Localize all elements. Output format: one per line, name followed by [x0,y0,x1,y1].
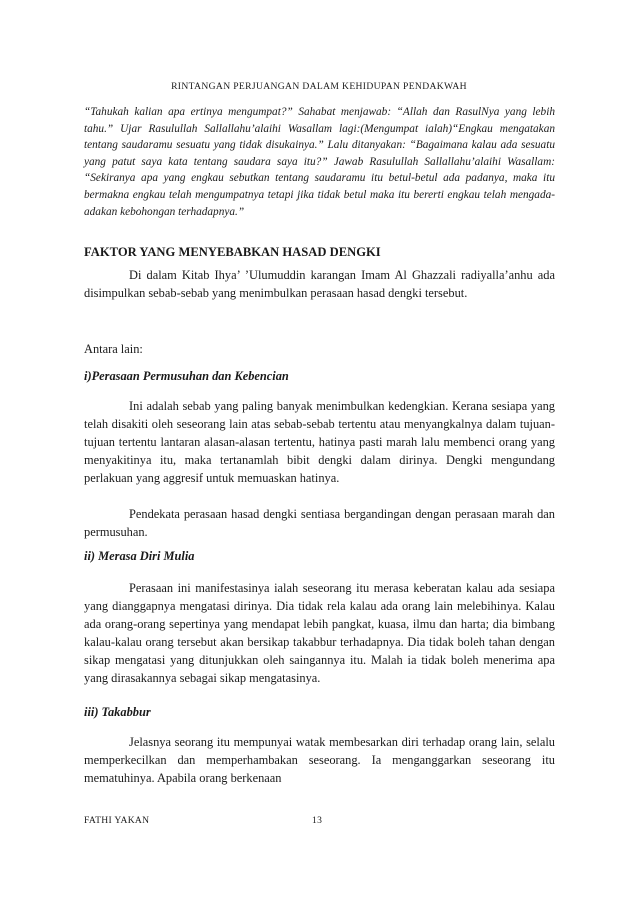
running-header: RINTANGAN PERJUANGAN DALAM KEHIDUPAN PENDAKWAH [171,81,467,92]
subsection-heading-1: i)Perasaan Permusuhan dan Kebencian [84,369,289,383]
page-number: 13 [312,815,323,826]
body-paragraph: Ini adalah sebab yang paling banyak menimbulkan kedengkian. Kerana sesiapa yang telah disakiti oleh seseorang lain atas sebab-sebab tertentu atau menyangkalnya dalam tujuan-tujuan tertentu lantaran alasan-alasan tertentu, hatinya pasti marah lalu membenci orang yang menyakitinya itu, maka tertanamlah bibit dengki dalam dirinya. Dengki mengundang perlakuan yang aggresif untuk memuaskan hatinya. [84,399,555,485]
footer-author: FATHI YAKAN [84,815,150,826]
subsection-heading-3: iii) Takabbur [84,705,151,719]
subsection-heading-2: ii) Merasa Diri Mulia [84,549,195,563]
intro-paragraph: Di dalam Kitab Ihya’ ’Ulumuddin karangan Imam Al Ghazzali radiyalla’anhu ada disimpulkan sebab-sebab yang menimbulkan perasaan hasad dengki tersebut. [84,268,555,300]
body-paragraph: Perasaan ini manifestasinya ialah seseorang itu merasa keberatan kalau ada sesiapa yang dianggapnya mengatasi dirinya. Dia tidak rela kalau ada orang lain melebihinya. Kalau ada orang-orang sepertinya yang mendapat lebih pangkat, kuasa, ilmu dan harta; dia bimbang kalau-kalau orang tersebut akan bersikap takabbur terhadapnya. Dia tidak boleh tahan dengan sikap mengatasi yang ditunjukkan oleh saingannya itu. Malah ia tidak boleh menerima apa yang dirasakannya sebagai sikap mengatasinya. [84,581,555,685]
body-paragraph: Jelasnya seorang itu mempunyai watak membesarkan diri terhadap orang lain, selalu memperkecilkan dan memperhambakan seseorang. Ia menganggarkan seseorang itu mematuhinya. Apabila orang berkenaan [84,735,555,785]
section-heading: FAKTOR YANG MENYEBABKAN HASAD DENGKI [84,245,381,259]
hadith-quote: “Tahukah kalian apa ertinya mengumpat?” Sahabat menjawab: “Allah dan RasulNya yang lebih tahu.” Ujar Rasulullah Sallallahu’alaihi Wasallam lagi:(Mengumpat ialah)“Engkau mengatakan tentang saudaramu sesuatu yang tidak disukainya.” Lalu ditanyakan: “Bagaimana kalau ada sesuatu yang patut saya kata tentang saudara saya itu?” Jawab Rasulullah Sallallahu’alaihi Wasallam: “Sekiranya apa yang engkau sebutkan tentang saudaramu itu betul-betul ada padanya, maka itu bermakna engkau telah mengumpatnya tetapi jika tidak betul maka itu bererti engkau telah mengada-adakan kebohongan terhadapnya.” [84,106,555,218]
body-paragraph: Pendekata perasaan hasad dengki sentiasa bergandingan dengan perasaan marah dan permusuhan. [84,507,555,539]
antara-lain-text: Antara lain: [84,342,143,356]
